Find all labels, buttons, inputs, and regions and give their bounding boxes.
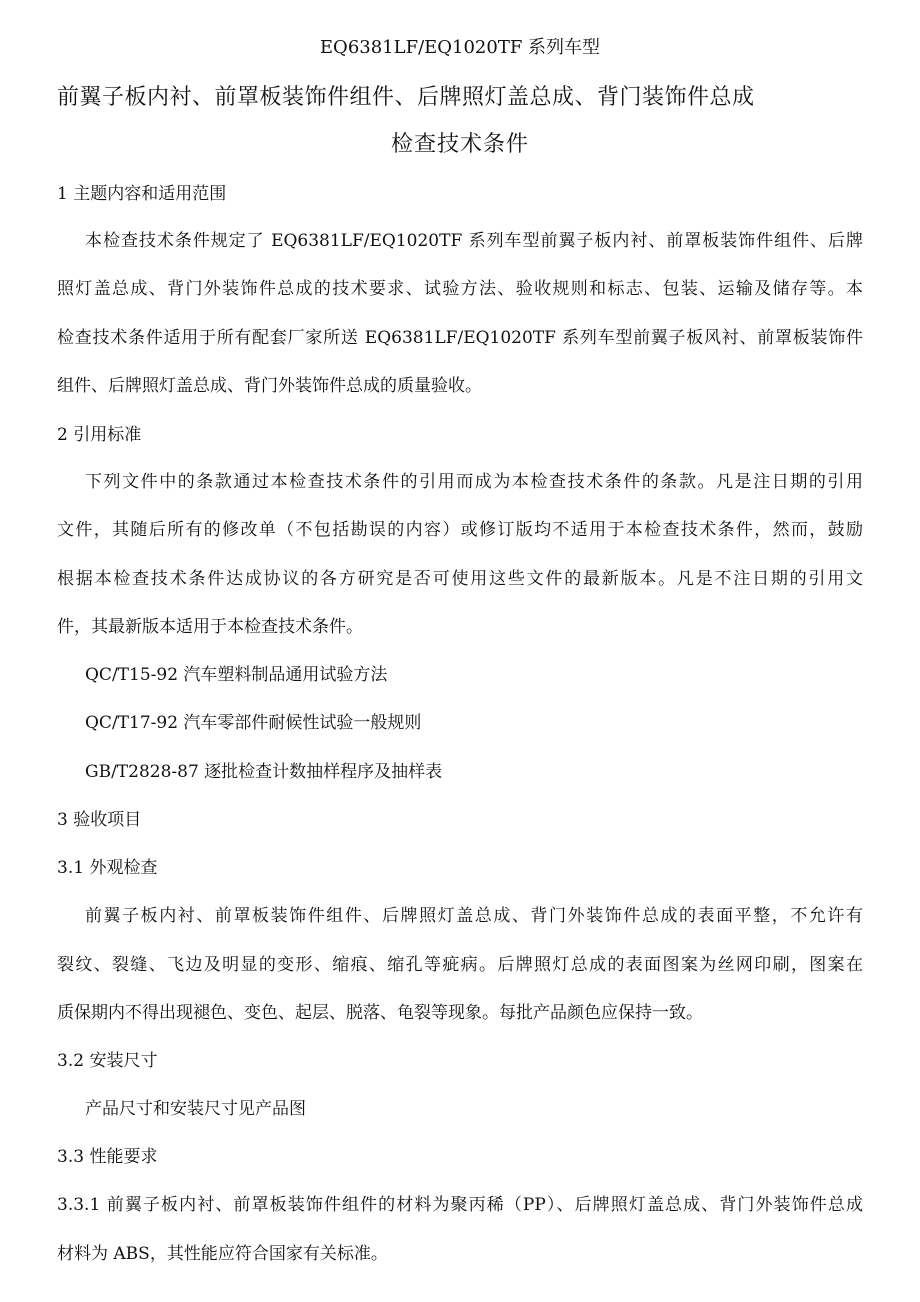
- section-1-paragraph-line: 组件、后牌照灯盖总成、背门外装饰件总成的质量验收。: [57, 376, 482, 396]
- standard-reference: QC/T17-92 汽车零部件耐候性试验一般规则: [85, 713, 422, 733]
- section-1-paragraph-line: 检查技术条件适用于所有配套厂家所送 EQ6381LF/EQ1020TF 系列车型前翼子板风衬、前罩板装饰件: [57, 328, 863, 348]
- section-1-paragraph-line: 本检查技术条件规定了 EQ6381LF/EQ1020TF 系列车型前翼子板内衬、前罩板装饰件组件、后牌: [85, 231, 863, 251]
- standard-reference: QC/T15-92 汽车塑料制品通用试验方法: [85, 665, 388, 685]
- section-3-heading: 3 验收项目: [57, 810, 142, 830]
- section-3-3-1-paragraph-line: 材料为 ABS，其性能应符合国家有关标准。: [57, 1244, 388, 1264]
- section-1-heading: 1 主题内容和适用范围: [57, 184, 227, 204]
- section-2-paragraph-line: 文件，其随后所有的修改单（不包括勘误的内容）或修订版均不适用于本检查技术条件，然而，鼓励: [57, 520, 863, 540]
- document-subtitle: EQ6381LF/EQ1020TF 系列车型: [319, 37, 601, 58]
- section-1-paragraph-line: 照灯盖总成、背门外装饰件总成的技术要求、试验方法、验收规则和标志、包装、运输及储存等。本: [57, 279, 863, 299]
- section-2-paragraph-line: 件，其最新版本适用于本检查技术条件。: [57, 617, 363, 637]
- section-3-2-heading: 3.2 安装尺寸: [57, 1051, 158, 1071]
- section-3-3-1-paragraph-line: 3.3.1 前翼子板内衬、前罩板装饰件组件的材料为聚丙稀（PP）、后牌照灯盖总成、背门外装饰件总成: [57, 1195, 863, 1215]
- section-3-1-paragraph-line: 质保期内不得出现褪色、变色、起层、脱落、龟裂等现象。每批产品颜色应保持一致。: [57, 1003, 703, 1023]
- document-title-line-2: 检查技术条件: [390, 132, 529, 157]
- section-3-2-paragraph: 产品尺寸和安装尺寸见产品图: [85, 1099, 306, 1119]
- section-2-paragraph-line: 根据本检查技术条件达成协议的各方研究是否可使用这些文件的最新版本。凡是不注日期的引用文: [57, 569, 863, 589]
- section-3-1-paragraph-line: 裂纹、裂缝、飞边及明显的变形、缩痕、缩孔等疵病。后牌照灯总成的表面图案为丝网印刷，图案在: [57, 955, 863, 975]
- section-3-3-heading: 3.3 性能要求: [57, 1147, 158, 1167]
- standard-reference: GB/T2828-87 逐批检查计数抽样程序及抽样表: [85, 762, 443, 782]
- section-3-1-heading: 3.1 外观检查: [57, 858, 158, 878]
- section-2-paragraph-line: 下列文件中的条款通过本检查技术条件的引用而成为本检查技术条件的条款。凡是注日期的引用: [85, 472, 863, 492]
- document-title-line-1: 前翼子板内衬、前罩板装饰件组件、后牌照灯盖总成、背门装饰件总成: [57, 85, 755, 110]
- section-2-heading: 2 引用标准: [57, 425, 142, 445]
- section-3-1-paragraph-line: 前翼子板内衬、前罩板装饰件组件、后牌照灯盖总成、背门外装饰件总成的表面平整，不允许有: [85, 906, 863, 926]
